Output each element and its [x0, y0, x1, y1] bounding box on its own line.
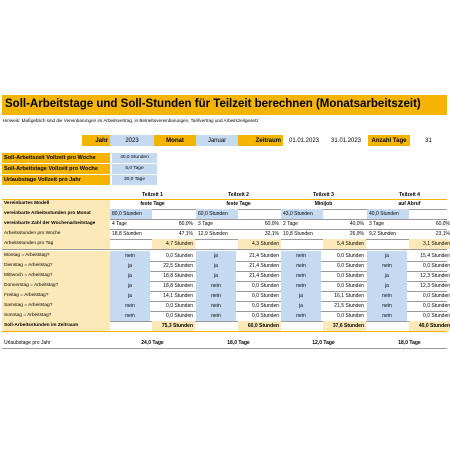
param-value[interactable]: 30,0 Tage — [112, 175, 157, 185]
day-hours: 15,4 Stunden — [420, 252, 450, 259]
cell-value[interactable]: 60,0 Stunden — [196, 209, 238, 219]
cell-value — [409, 209, 450, 219]
urlaub-value: 18,0 Tage — [227, 340, 250, 346]
sheet-title: Soll-Arbeitstage und Soll-Stunden für Teilzeit berechnen (Monatsarbeitszeit) — [5, 98, 421, 110]
day-hours: 21,4 Stunden — [249, 262, 279, 269]
day-hours: 22,5 Stunden — [163, 262, 193, 269]
hint-text: Hinweis: Maßgeblich sind die Vereinbarungen im Arbeitsvertrag, in Betriebsvereinbarungen, Tarifvertrag und Arbeitszeitgesetz — [3, 118, 259, 123]
zeitraum-bis: 31.01.2023 — [330, 138, 362, 144]
cell-value: 3 Tage — [369, 220, 384, 227]
day-hours: 0,0 Stunden — [252, 312, 279, 319]
workday-toggle[interactable]: nein — [281, 281, 321, 291]
cell-value: 4,3 Stunden — [238, 239, 281, 249]
zeitraum-von: 01.01.2023 — [288, 138, 320, 144]
cell-value[interactable]: 80,0 Stunden — [110, 209, 152, 219]
cell-value: 4 Tage — [112, 220, 127, 227]
day-label: Montag = Arbeitstag? — [2, 251, 110, 261]
zeitraum-label: Zeitraum — [238, 135, 283, 146]
day-hours: 12,3 Stunden — [420, 282, 450, 289]
model-value: Minijob — [314, 201, 333, 207]
anzahl-label: Anzahl Tage — [368, 135, 410, 146]
param-label: Soll-Arbeitszeit Vollzeit pro Woche — [2, 153, 110, 163]
workday-toggle[interactable]: nein — [196, 291, 236, 301]
workday-toggle[interactable]: nein — [367, 291, 407, 301]
day-label: Dienstag = Arbeitstag? — [2, 261, 110, 271]
day-label: Samstag = Arbeitstag? — [2, 301, 110, 311]
param-label: Soll-Arbeitstage Vollzeit pro Woche — [2, 164, 110, 174]
row-label: Arbeitsstunden pro Woche — [2, 229, 110, 239]
workday-toggle[interactable]: ja — [281, 291, 321, 301]
workday-toggle[interactable]: ja — [367, 251, 407, 261]
workday-toggle[interactable]: nein — [281, 311, 321, 321]
model-value: feste Tage — [140, 201, 165, 207]
workday-toggle[interactable]: nein — [110, 311, 150, 321]
cell-value — [367, 239, 409, 249]
day-hours: 21,5 Stunden — [334, 302, 364, 309]
cell-value[interactable]: 43,0 Stunden — [281, 209, 323, 219]
cell-value: 12,9 Stunden — [198, 230, 228, 237]
param-value[interactable]: 40,0 Stunden — [112, 153, 157, 163]
teilzeit-header: Teilzeit 4 — [399, 191, 420, 198]
day-label: Donnerstag = Arbeitstag? — [2, 281, 110, 291]
workday-toggle[interactable]: nein — [196, 311, 236, 321]
cell-value: 18,8 Stunden — [112, 230, 142, 237]
workday-toggle[interactable]: nein — [281, 271, 321, 281]
day-hours: 0,0 Stunden — [252, 292, 279, 299]
workday-toggle[interactable]: ja — [196, 251, 236, 261]
day-hours: 12,3 Stunden — [420, 272, 450, 279]
day-hours: 0,0 Stunden — [252, 302, 279, 309]
urlaub-value: 12,0 Tage — [312, 340, 335, 346]
workday-toggle[interactable]: nein — [110, 301, 150, 311]
day-hours: 0,0 Stunden — [252, 282, 279, 289]
summe-value: 37,6 Stunden — [323, 321, 366, 331]
workday-toggle[interactable]: ja — [110, 291, 150, 301]
anzahl-value: 31 — [425, 138, 432, 144]
day-hours: 0,0 Stunden — [423, 292, 450, 299]
workday-toggle[interactable]: ja — [110, 281, 150, 291]
day-hours: 18,8 Stunden — [163, 272, 193, 279]
day-hours: 16,1 Stunden — [334, 292, 364, 299]
cell-value: 23,1% — [435, 230, 450, 237]
cell-value: 26,9% — [349, 230, 364, 237]
cell-value: 60,0% — [435, 220, 450, 227]
teilzeit-header: Teilzeit 1 — [142, 191, 163, 198]
workday-toggle[interactable]: ja — [367, 271, 407, 281]
workday-toggle[interactable]: ja — [110, 261, 150, 271]
day-label: Mittwoch = Arbeitstag? — [2, 271, 110, 281]
title-bar — [2, 95, 447, 115]
day-hours: 0,0 Stunden — [337, 272, 364, 279]
cell-value: 5,4 Stunden — [323, 239, 366, 249]
teilzeit-header: Teilzeit 2 — [228, 191, 249, 198]
day-hours: 21,4 Stunden — [249, 252, 279, 259]
workday-toggle[interactable]: nein — [110, 251, 150, 261]
workday-toggle[interactable]: nein — [367, 311, 407, 321]
workday-toggle[interactable]: nein — [196, 301, 236, 311]
day-hours: 0,0 Stunden — [166, 312, 193, 319]
cell-value: 10,8 Stunden — [283, 230, 313, 237]
urlaub-value: 24,0 Tage — [141, 340, 164, 346]
workday-toggle[interactable]: ja — [110, 271, 150, 281]
summe-label: Soll-Arbeitsstunden im Zeitraum — [2, 321, 110, 331]
cell-value: 47,1% — [178, 230, 193, 237]
cell-value: 40,0% — [349, 220, 364, 227]
day-hours: 0,0 Stunden — [166, 302, 193, 309]
workday-toggle[interactable]: nein — [281, 261, 321, 271]
cell-value: 3,1 Stunden — [409, 239, 450, 249]
day-hours: 0,0 Stunden — [337, 262, 364, 269]
urlaub-label: Urlaubstage pro Jahr — [4, 340, 51, 346]
workday-toggle[interactable]: nein — [281, 251, 321, 261]
model-value: auf Abruf — [398, 201, 421, 207]
cell-value — [281, 239, 323, 249]
urlaub-value: 18,0 Tage — [398, 340, 421, 346]
workday-toggle[interactable]: ja — [196, 261, 236, 271]
cell-value — [152, 209, 195, 219]
day-hours: 21,4 Stunden — [249, 272, 279, 279]
day-hours: 0,0 Stunden — [166, 252, 193, 259]
urlaub-divider — [2, 348, 447, 349]
cell-value — [110, 239, 152, 249]
cell-value: 4,7 Stunden — [152, 239, 195, 249]
cell-value — [238, 209, 281, 219]
day-hours: 0,0 Stunden — [423, 262, 450, 269]
period-row — [2, 135, 447, 146]
workday-toggle[interactable]: nein — [367, 261, 407, 271]
day-hours: 0,0 Stunden — [423, 302, 450, 309]
day-hours: 0,0 Stunden — [423, 312, 450, 319]
param-value[interactable]: 5,0 Tage — [112, 164, 157, 174]
row-label: vereinbarte Zahl der Wochenarbeitstage — [2, 219, 110, 229]
cell-value[interactable]: 40,0 Stunden — [367, 209, 409, 219]
summe-divider — [2, 331, 447, 332]
workday-toggle[interactable]: ja — [281, 301, 321, 311]
model-label: Vereinbartes Modell — [2, 200, 110, 209]
summe-value: 75,3 Stunden — [152, 321, 195, 331]
jahr-value[interactable]: 2023 — [110, 135, 154, 146]
row-label: vereinbarte Arbeitsstunden pro Monat — [2, 209, 110, 219]
cell-value — [323, 209, 366, 219]
monat-value[interactable]: Januar — [196, 135, 238, 146]
cell-value: 2 Tage — [283, 220, 298, 227]
summe-value: 40,0 Stunden — [409, 321, 450, 331]
row-divider — [2, 249, 447, 250]
workday-toggle[interactable]: ja — [367, 281, 407, 291]
monat-label: Monat — [154, 135, 196, 146]
cell-value — [196, 239, 238, 249]
cell-value: 3 Tage — [198, 220, 213, 227]
param-label: Urlaubstage Vollzeit pro Jahr — [2, 175, 110, 185]
row-label: Arbeitsstunden pro Tag — [2, 239, 110, 249]
day-hours: 0,0 Stunden — [337, 252, 364, 259]
jahr-label: Jahr — [82, 135, 110, 146]
day-hours: 14,1 Stunden — [163, 292, 193, 299]
workday-toggle[interactable]: ja — [196, 271, 236, 281]
day-hours: 18,8 Stunden — [163, 282, 193, 289]
summe-value: 60,0 Stunden — [238, 321, 281, 331]
day-hours: 0,0 Stunden — [337, 312, 364, 319]
cell-value: 32,1% — [264, 230, 279, 237]
model-value: feste Tage — [226, 201, 251, 207]
cell-value: 80,0% — [178, 220, 193, 227]
day-label: Freitag = Arbeitstag? — [2, 291, 110, 301]
day-hours: 0,0 Stunden — [337, 282, 364, 289]
teilzeit-header: Teilzeit 3 — [313, 191, 334, 198]
cell-value: 60,0% — [264, 220, 279, 227]
workday-toggle[interactable]: nein — [367, 301, 407, 311]
cell-value: 9,2 Stunden — [369, 230, 396, 237]
workday-toggle[interactable]: nein — [196, 281, 236, 291]
day-label: Sonntag = Arbeitstag? — [2, 311, 110, 321]
